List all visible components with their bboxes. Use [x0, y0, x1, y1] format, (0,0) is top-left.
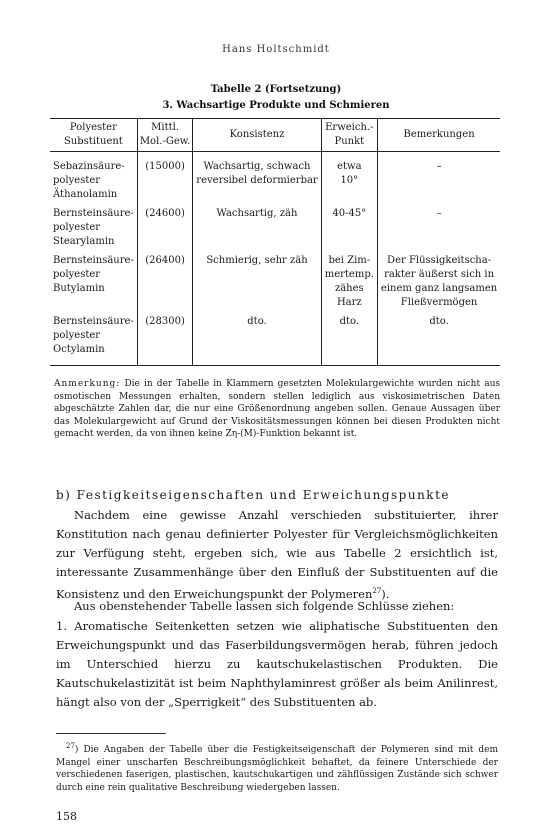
footnote-reference: 27 — [372, 587, 382, 595]
cell-erweichungspunkt: etwa 10° — [321, 152, 377, 208]
header-mol-gew: Mittl. Mol.-Gew. — [137, 119, 192, 152]
cell-substituent: Bernsteinsäure- polyester Butylamin — [53, 255, 134, 294]
header-substituent: Polyester Substituent — [50, 119, 137, 152]
cell-substituent: Bernsteinsäure- polyester Stearylamin — [53, 208, 134, 247]
footnote-text: ) Die Angaben der Tabelle über die Festigkeitseigenschaft der Polymeren sind mit dem Mangel einer unscharfen Beschreibungsmöglichkeit behaftet, da feinere Unterschiede der verschiedenen faserigen, plastischen, kautschukartigen und zähflüssigen Zustände sich schwer durch eine rein qualitative Beschreibung wiedergeben lassen. — [56, 745, 498, 793]
table-note — [54, 378, 500, 441]
cell-erweichungspunkt: bei Zim- mertemp. zähes Harz — [321, 254, 377, 315]
cell-mol-gew: (28300) — [137, 315, 192, 366]
table-subtitle: 3. Wachsartige Produkte und Schmieren — [162, 100, 390, 111]
note-label: Anmerkung: — [54, 379, 121, 389]
note-text: Die in der Tabelle in Klammern gesetzten Molekulargewichte wurden nicht aus osmotischen Messungen erhalten, sondern stellen lediglich aus viskosimetrischen Daten abgeschätzte Zahlen dar, die nur eine Größenordnung angeben sollen. Genaue Aussagen über das Molekulargewicht auf Grund der Viskositätsmessungen können bei diesen Produkten nicht gemacht werden, da von ihnen keine Zη-(M)-Funktion bekannt ist. — [54, 379, 500, 439]
cell-mol-gew: (24600) — [137, 207, 192, 254]
paragraph: 1. Aromatische Seitenketten setzen wie aliphatische Substituenten den Erweichungspunkt und das Faserbildungsvermögen herab, führen jedoch im Unterschied hierzu zu kautschukelastischen Produkten. Die Kautschukelastizität ist beim Naphthylaminrest größer als beim Anilinrest, hängt also von der „Sperrigkeit“ des Substituenten ab. — [56, 619, 498, 709]
header-konsistenz: Konsistenz — [193, 119, 321, 152]
data-table — [50, 118, 500, 366]
section-heading: b) Festigkeitseigenschaften und Erweichungspunkte — [56, 488, 451, 502]
cell-substituent: Bernsteinsäure- polyester Octylamin — [50, 315, 137, 366]
footnote-marker: 27 — [66, 742, 75, 750]
cell-konsistenz: Schmierig, sehr zäh — [193, 254, 321, 315]
cell-konsistenz: dto. — [193, 315, 321, 366]
running-head: Hans Holtschmidt — [222, 44, 330, 55]
page-number: 158 — [56, 810, 77, 823]
cell-mol-gew: (15000) — [137, 152, 192, 208]
cell-erweichungspunkt: 40-45° — [321, 207, 377, 254]
paragraph: Aus obenstehender Tabelle lassen sich folgende Schlüsse ziehen: — [74, 599, 455, 613]
footnote-divider — [56, 733, 166, 734]
cell-konsistenz: Wachsartig, zäh — [193, 207, 321, 254]
paragraph: Nachdem eine gewisse Anzahl verschieden substituierter, ihrer Konstitution nach genau definierter Polyester für Vergleichsmöglichkeiten zur Verfügung steht, ergeben sich, wie aus Tabelle 2 ersichtlich ist, interessante Zusammenhänge über den Einfluß der Substituenten auf die Konsistenz und den Erweichungspunkt der Polymeren$^{27}$). — [56, 508, 498, 601]
table-row — [50, 207, 500, 254]
header-erweichungspunkt: Erweich.- Punkt — [321, 119, 377, 152]
header-bemerkungen: Bemerkungen — [377, 119, 500, 152]
cell-substituent: Sebazinsäure- polyester Äthanolamin — [53, 161, 125, 200]
cell-konsistenz: Wachsartig, schwach reversibel deformierbar — [193, 152, 321, 208]
cell-bemerkungen: – — [377, 207, 500, 254]
table-row — [50, 152, 500, 208]
cell-bemerkungen: Der Flüssigkeitscha- rakter äußerst sich in einem ganz langsamen Fließvermögen — [377, 254, 500, 315]
table-row — [50, 254, 500, 315]
table-header-row — [50, 119, 500, 152]
cell-mol-gew: (26400) — [137, 254, 192, 315]
table-title: Tabelle 2 (Fortsetzung) — [210, 84, 342, 95]
cell-bemerkungen: – — [377, 152, 500, 208]
cell-erweichungspunkt: dto. — [321, 315, 377, 366]
table-row — [50, 315, 500, 366]
cell-bemerkungen: dto. — [377, 315, 500, 366]
footnote — [56, 740, 498, 794]
